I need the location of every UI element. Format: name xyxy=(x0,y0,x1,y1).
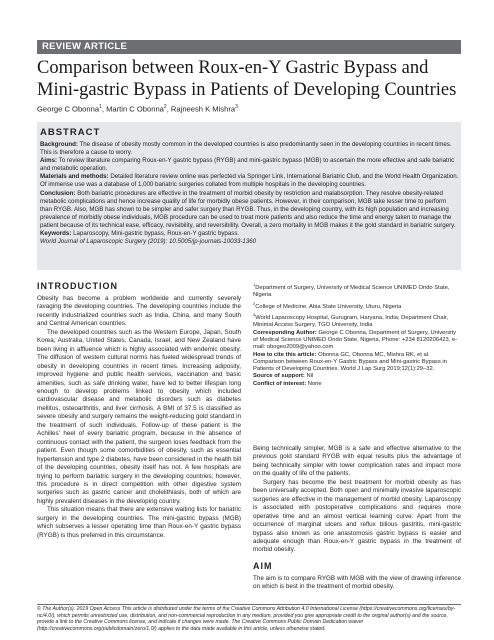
affiliation-text: Department of Surgery, University of Medical Science UNIMED Ondo State, Nigeria xyxy=(253,284,450,299)
author-affiliation-mark: 3 xyxy=(235,104,238,110)
affiliation-mark: 2 xyxy=(253,300,256,306)
author-name: Rajneesh K Mishra xyxy=(170,104,236,114)
author-affiliation-mark: 1 xyxy=(99,104,102,110)
source-of-support-label: Source of support: xyxy=(253,373,305,380)
footer-divider xyxy=(37,604,461,605)
abstract-keywords-label: Keywords: xyxy=(40,230,72,238)
abstract-keywords-text: Laparoscopy, Mini-gastric bypass, Roux-en-Y gastric bypass. xyxy=(73,230,240,238)
abstract-aims xyxy=(40,157,459,173)
affiliation xyxy=(253,311,461,329)
article-type-label: REVIEW ARTICLE xyxy=(42,41,128,52)
corresponding-author xyxy=(253,330,461,351)
license-footer: © The Author(s). 2019 Open Access This article is distributed under the terms of the Creative Commons Attribution 4.0 International License (https://creativecommons.org/licenses/by-nc/4.0/), which permits unrestricted use, distribution, and non-commercial reproduction in any medium, provided you give appropriate credit to the original author(s) and the source, provide a link to the Creative Commons license, and indicate if changes were made. The Creative Commons Public Domain Dedication waiver (http://creativecommons.org/publicdomain/zero/1.0/) applies to the data made available in this article, unless otherwise stated. xyxy=(37,606,456,632)
introduction-paragraph: This situation means that there are extensive waiting lists for bariatric surgery in the developing countries. The mini-gastric bypass (MGB) which subserves a lesser operating time than Roux-en-Y gastric bypass (RYGB) is thus preferred in this circumstance. xyxy=(37,506,241,539)
affiliation xyxy=(253,300,461,311)
abstract-box xyxy=(37,122,461,270)
author-name: George C Obonna xyxy=(37,104,100,114)
introduction-paragraph: The developed countries such as the Western Europe, Japan, South Korea, Australia, United States, Canada, Israel, and New Zealand have been living in affluence which is highly associated with endemic obesity. The diffusion of western cultural norms has fueled widespread trends of obesity in developing countries in recent times. Increasing adiposity, improved hygiene and public health services, vaccination and basic amenities, such as safe drinking water, have led to better lifespan long enough to develop problems linked to obesity which included cardiovascular disease and metabolic disorders such as diabetes mellitus, osteoarthritis, and liver cirrhosis. A BMI of 37.5 is classified as severe obesity and surgery remains the weight-reducing gold standard in the treatment of such individuals. Follow-up of these patient is the Achilles' heel of every bariatric program, because in the absence of continuous contact with the patient, the surgeon loses feedback from the patient. Even though some comorbidities of obesity, such as essential hypertension and type 2 diabetes, have been considered in the health bill of the developing countries, obesity itself has not. A few hospitals are trying to perform bariatric surgery in the developing countries; however, this procedure is in direct competition with other digestive system surgeries such as gastric cancer and cholelithiasis, both of which are highly prevalent diseases in the developing country. xyxy=(37,328,241,505)
abstract-citation: World Journal of Laparoscopic Surgery (2019): 10.5005/jp-journals-10033-1360 xyxy=(40,238,257,246)
affiliation-text: College of Medicine, Abia State University, Uturu, Nigeria xyxy=(255,303,402,310)
how-to-cite-label: How to cite this article: xyxy=(253,351,317,358)
author-list: George C Obonna$^1$, Martin C Obonna$^2$, Rajneesh K Mishra$^3$ xyxy=(37,104,238,114)
introduction-heading: INTRODUCTION xyxy=(37,281,118,291)
affiliation-text: World Laparoscopy Hospital, Gurugram, Haryana, India; Department Chair, Minimal Access Surgery, TGO University, India xyxy=(253,315,449,329)
affiliation-mark: 1 xyxy=(253,282,256,287)
author-affiliation-mark: 2 xyxy=(163,104,167,110)
abstract-heading: ABSTRACT xyxy=(40,127,101,138)
conflict-of-interest-label: Conflict of interest: xyxy=(253,380,307,387)
affiliation-mark: 3 xyxy=(253,312,256,318)
article-type-banner xyxy=(37,40,461,54)
conflict-of-interest-value: None xyxy=(307,380,322,387)
affiliations-block xyxy=(253,281,461,388)
author-name: Martin C Obonna xyxy=(106,104,164,114)
abstract-background-label: Background: xyxy=(40,141,78,148)
abstract-background-text: The disease of obesity mostly common in the developed countries is also predominantly seen in the developing countries in recent times. This is therefore a cause to worry. xyxy=(40,141,452,157)
how-to-cite-text: Obonna GC, Obonna MC, Mishra RK, et al. Comparison between Roux-en-Y Gastric Bypass and Mini-gastric Bypass in Patients of Developing Countries. World J Lap Surg 2019;12(1):29–32. xyxy=(253,351,447,372)
body-paragraph: Surgery has become the best treatment for morbid obesity as has been universally accepted. Both open and minimally invasive laparoscopic surgeries are effective in the management of morbid obesity. Laparoscopy is associated with postoperative complications and requires more operative time and an almost vertical learning curve. Apart from the occurrence of marginal ulcers and reflux bilious gastritis, mini-gastric bypass also known as one anastomosis gastric bypass is easier and adequate enough than Roux-en-Y gastric bypass in the treatment of morbid obesity. xyxy=(253,478,461,554)
how-to-cite xyxy=(253,352,461,373)
aim-heading: AIM xyxy=(253,560,273,571)
corresponding-author-text: George C Obonna, Department of Surgery, University of Medical Science UNIMED Ondo State, Nigeria, Phone: +234 8120206423, e-mail: obogeo2009@yahoo.com xyxy=(253,329,458,350)
right-column xyxy=(253,445,461,592)
left-column xyxy=(37,281,241,540)
abstract-methods-label: Materials and methods: xyxy=(40,173,109,181)
affiliation xyxy=(253,281,461,299)
corresponding-author-label: Corresponding Author: xyxy=(253,329,317,336)
body-paragraph: Being technically simpler, MGB is a safe and effective alternative to the previous gold standard RYGB with equal results plus the advantage of being technically simpler with lower complication rates and impact more on the quality of life of the patients. xyxy=(253,445,461,478)
abstract-conclusion xyxy=(40,190,459,230)
abstract-conclusion-text: Both bariatric procedures are effective in the treatment of morbid obesity by restriction and malabsorption. They resolve obesity-related metabolic complications and hence increase quality of life for morbidly obese patients. However, in their comparison, MGB take lesser time to perform than RYGB. Also, MGB has shown to be simpler and safer surgery than RYGB. Thus, in the developing country, with its high population and increasing prevalence of morbidly obese individuals, MGB procedure can be used to treat more patients and also reduce the time and energy taken to manage the patient because of its technical ease, efficacy, revisibility, and reversibility. Overall, a zero mortality in MGB makes it the gold standard in bariatric surgery. xyxy=(40,189,456,229)
source-of-support-value: Nil xyxy=(306,373,314,380)
abstract-body xyxy=(40,141,459,246)
abstract-methods xyxy=(40,173,459,189)
abstract-background xyxy=(40,141,459,157)
abstract-methods-text: Detailed literature review online was perfected via Springer Link, International Bariatric Club, and the World Health Organization. Of immense use was a database of 1,000 bariatric surgeries collated from multiple hospitals in the developing countries. xyxy=(40,173,459,189)
introduction-paragraph: Obesity has become a problem worldwide and currently severely ravaging the developing countries. The developing countries include the recently industrialized countries such as India, China, and many South and Central American countries. xyxy=(37,295,241,328)
abstract-conclusion-label: Conclusion: xyxy=(40,189,76,197)
abstract-keywords xyxy=(40,230,459,238)
abstract-aims-text: To review literature comparing Roux-en-Y gastric bypass (RYGB) and mini-gastric bypass (MGB) to ascertain the more effective and safe bariatric and metabolic operation. xyxy=(40,157,455,173)
conflict-of-interest xyxy=(253,381,461,388)
aim-paragraph: The aim is to compare RYGB with MGB with the view of drawing inference on which is best in the treatment of morbid obesity. xyxy=(253,574,461,591)
article-title: Comparison between Roux-en-Y Gastric Bypass and Mini-gastric Bypass in Patients of Developing Countries xyxy=(37,58,457,100)
abstract-aims-label: Aims: xyxy=(40,157,58,165)
source-of-support xyxy=(253,373,461,380)
